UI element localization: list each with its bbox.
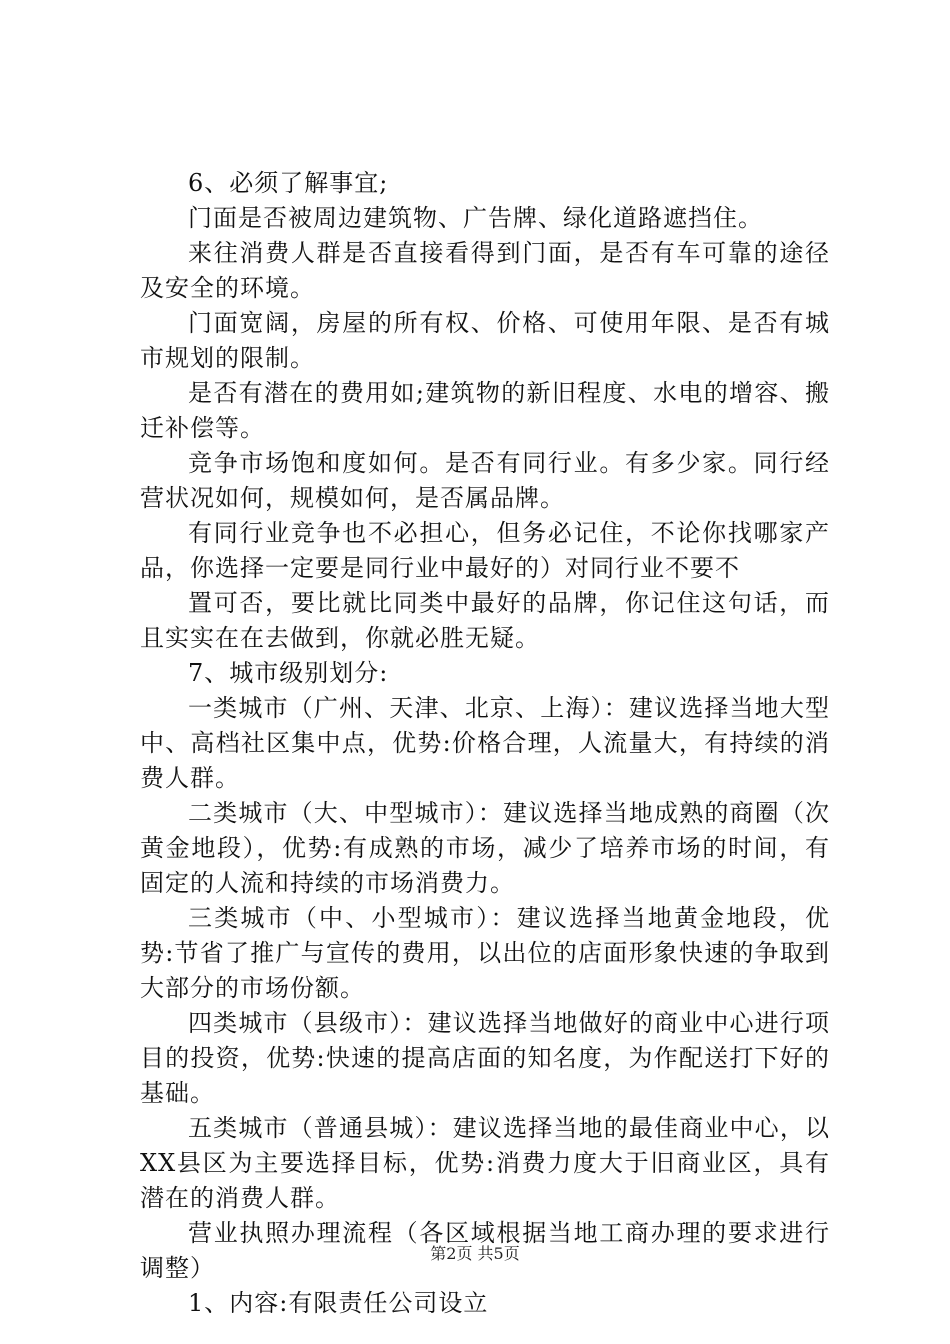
paragraph: 一类城市（广州、天津、北京、上海）：建议选择当地大型中、高档社区集中点，优势:价格合理，人流量大，有持续的消费人群。 [140,694,830,792]
paragraph: 置可否，要比就比同类中最好的品牌，你记住这句话，而且实实在在去做到，你就必胜无疑。 [140,589,830,652]
paragraph: 竞争市场饱和度如何。是否有同行业。有多少家。同行经营状况如何，规模如何，是否属品牌。 [140,449,830,512]
paragraph: 门面是否被周边建筑物、广告牌、绿化道路遮挡住。 [188,204,763,232]
paragraph: 营业执照办理流程（各区域根据当地工商办理的要求进行调整） [140,1219,830,1282]
paragraph: 三类城市（中、小型城市）：建议选择当地黄金地段，优势:节省了推广与宣传的费用，以出位的店面形象快速的争取到大部分的市场份额。 [140,904,830,1002]
document-body [140,166,830,1321]
paragraph: 五类城市（普通县城）：建议选择当地的最佳商业中心，以XX县区为主要选择目标，优势:消费力度大于旧商业区，具有潜在的消费人群。 [140,1114,830,1212]
paragraph: 二类城市（大、中型城市）：建议选择当地成熟的商圈（次黄金地段），优势:有成熟的市场，减少了培养市场的时间，有固定的人流和持续的市场消费力。 [140,799,830,897]
paragraph: 门面宽阔，房屋的所有权、价格、可使用年限、是否有城市规划的限制。 [140,309,830,372]
page-number-footer: 第2页 共5页 [430,1244,520,1263]
paragraph: 1、内容:有限责任公司设立 [188,1289,489,1317]
paragraph-section-7-heading: 7、城市级别划分: [188,659,389,687]
paragraph: 有同行业竞争也不必担心，但务必记住，不论你找哪家产品，你选择一定要是同行业中最好的）对同行业不要不 [140,519,830,582]
paragraph-section-6-heading: 6、必须了解事宜; [188,169,389,197]
paragraph: 来往消费人群是否直接看得到门面，是否有车可靠的途径及安全的环境。 [140,239,830,302]
paragraph: 四类城市（县级市）：建议选择当地做好的商业中心进行项目的投资，优势:快速的提高店面的知名度，为作配送打下好的基础。 [140,1009,830,1107]
paragraph: 是否有潜在的费用如;建筑物的新旧程度、水电的增容、搬迁补偿等。 [140,379,830,442]
